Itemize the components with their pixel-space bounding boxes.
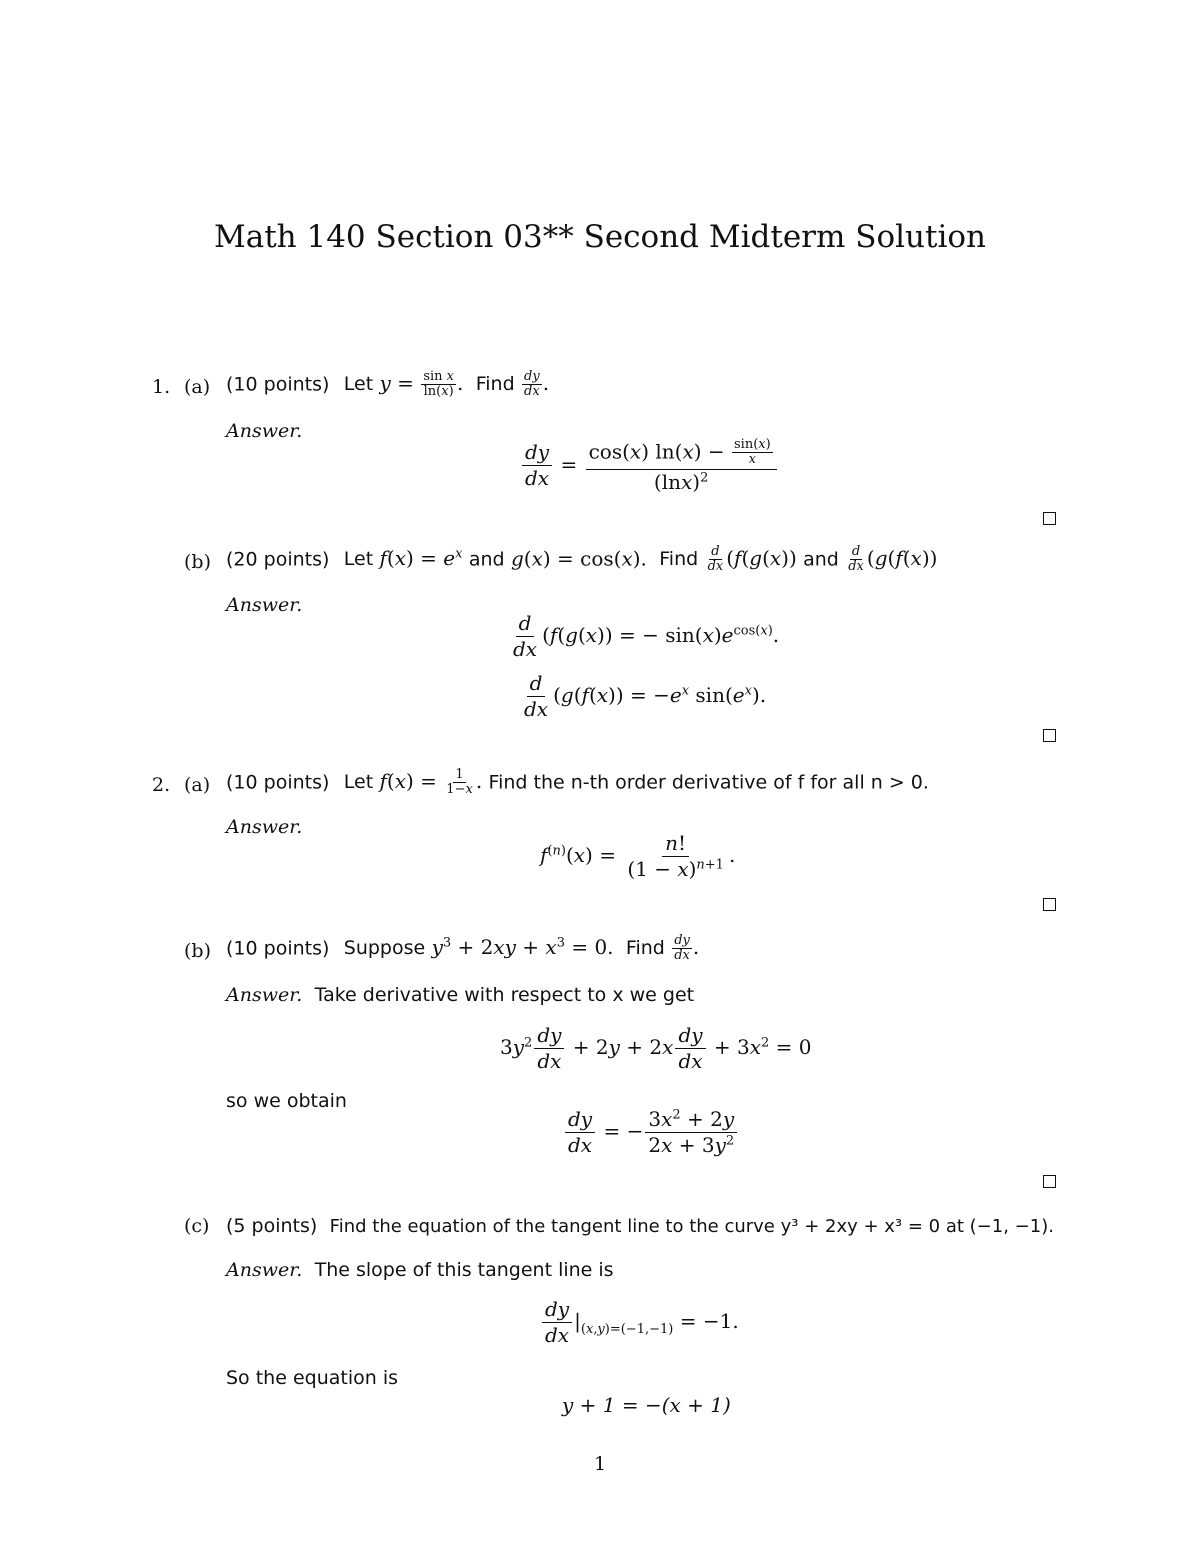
part-label-2a: (a) (184, 774, 211, 796)
points-2a: (10 points) (226, 771, 330, 794)
answer-label-1b: Answer. (226, 594, 303, 616)
question-tail-2a: Find the n-th order derivative of f for all n > 0. (488, 771, 929, 794)
points-2c: (5 points) (226, 1215, 318, 1237)
page-number: 1 (593, 1453, 607, 1475)
question-2b: (10 points) Suppose $y^3 + 2xy + x^3 = 0$. Find $\frac{dy}{dx}$ . (226, 933, 700, 964)
qed-2b-icon (1043, 1175, 1056, 1188)
and-word-1b: and (468, 548, 505, 571)
answer-line-2b (226, 982, 694, 1006)
question-2a: (10 points) Let f(x) = $\frac{1}{1-x}$ . Find the n-th order derivative of f for all n > 0. (226, 767, 929, 798)
part-label-1b: (b) (184, 551, 211, 573)
question-2c (226, 1213, 1054, 1237)
find-word-2b: Find (625, 937, 665, 960)
question-1a: (10 points) Let y = $\frac{\text{sin x}}{\ln(x)}$ . Find $\frac{dy}{dx}$ . (226, 369, 550, 400)
qed-2a-icon (1043, 898, 1056, 911)
qed-1b-icon (1043, 729, 1056, 742)
equation-1b-answer-1: $\frac{d}{dx}$ (f(g(x)) = − $\sin(x)e^{cos(x)}$. (513, 611, 780, 661)
find-word-1b: Find (659, 548, 699, 571)
points-2b: (10 points) (226, 937, 330, 960)
equation-2b-derivative: $3y^2$ $\frac{dy}{dx}$ + 2y + 2x $\frac{dy}{dx}$ + $3x^2 = 0$ (500, 1023, 812, 1073)
answer-text-2b: Take derivative with respect to x we get (314, 984, 695, 1006)
answer-label-2b: Answer. (226, 984, 303, 1006)
middle-text-2c: So the equation is (226, 1367, 398, 1389)
part-label-2c: (c) (184, 1215, 210, 1237)
equation-2a-answer: $f^{(n)}(x)$ = $\frac{n!}{(1 - x)^{n+1}}$ . (540, 831, 736, 881)
equation-2c-slope: $\frac{dy}{dx}$ $|_{(x,y)=(-1,-1)} = -1$. (540, 1298, 739, 1347)
part-label-1a: (a) (184, 376, 211, 398)
question-lead-1b: Let (343, 548, 374, 571)
equation-1b-answer-2: $\frac{d}{dx}$ ($g(f(x)) = -e^x$ $\sin(e^x)$. (524, 671, 767, 721)
question-lead-2a: Let (343, 771, 374, 794)
points-1a: (10 points) (226, 373, 330, 396)
part-label-2b: (b) (184, 940, 211, 962)
document-title: Math 140 Section 03** Second Midterm Solution (213, 219, 987, 255)
answer-label-2c: Answer. (226, 1259, 303, 1281)
middle-text-2b: so we obtain (226, 1090, 347, 1112)
equation-1a-answer: $\frac{dy}{dx}$ = cos(x) ln(x) − $\frac{\sin(x)}{x}$ $(\ln x)^2$ (520, 438, 779, 494)
equation-2c-final: y + 1 = −(x + 1) (562, 1393, 731, 1417)
problem-number-2: 2. (152, 774, 171, 796)
points-1b: (20 points) (226, 548, 330, 571)
answer-text-2c: The slope of this tangent line is (314, 1259, 614, 1281)
equation-1a-question: y = $\frac{\text{sin x}}{\ln(x)}$ . (379, 369, 470, 400)
question-1b: (20 points) Let $f(x) = e^x$ and g(x) = cos(x). Find $\frac{d}{dx}$ (f(g(x)) and $\frac{d}{dx}$ (g(f(x)) (226, 544, 938, 575)
question-text-2c: Find the equation of the tangent line to the curve y³ + 2xy + x³ = 0 at (−1, −1). (329, 1216, 1054, 1237)
answer-line-2c (226, 1257, 614, 1281)
answer-label-1a: Answer. (226, 420, 303, 442)
question-lead-2b: Suppose (343, 937, 426, 960)
find-word-1a: Find (475, 373, 515, 396)
problem-number-1: 1. (152, 376, 171, 398)
equation-2b-answer: $\frac{dy}{dx}$ = − $\frac{3x^2 + 2y}{2x + 3y^2}$ (563, 1108, 739, 1157)
question-lead-1a: Let (343, 373, 374, 396)
answer-label-2a: Answer. (226, 816, 303, 838)
qed-1a-icon (1043, 512, 1056, 525)
